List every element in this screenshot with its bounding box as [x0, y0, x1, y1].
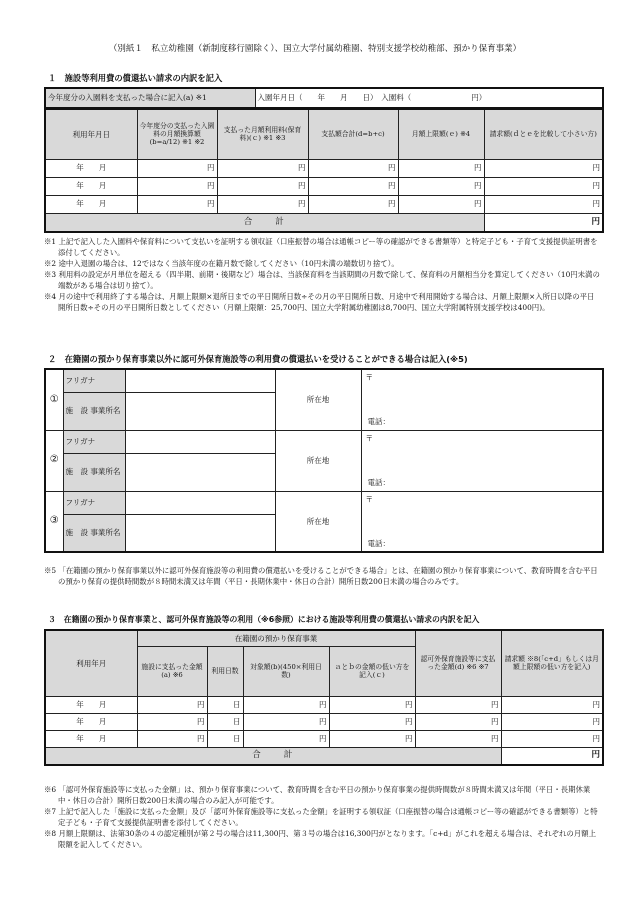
postal-mark: 〒 [365, 494, 373, 504]
facility-label: 施 設 事業所名 [63, 453, 125, 491]
section3-title: ３ 在籍園の預かり保育事業と、認可外保育施設等の利用（※6参照）における施設等利用費の償還払い請求の内訳を記入 [48, 615, 480, 624]
col-c: 支払った月額利用料(保育料)(ｃ) ※1 ※3 [217, 109, 308, 159]
amount-cell[interactable]: 円 [137, 730, 207, 747]
amount-cell[interactable]: 円 [484, 159, 603, 177]
amount-cell[interactable]: 円 [415, 713, 501, 730]
days-cell[interactable]: 日 [207, 696, 243, 713]
amount-cell[interactable]: 円 [398, 177, 484, 195]
section3-table [44, 629, 604, 766]
amount-cell[interactable]: 円 [329, 696, 415, 713]
address-label: 所在地 [275, 430, 361, 491]
amount-cell[interactable]: 円 [329, 730, 415, 747]
facility-field[interactable] [125, 514, 275, 552]
col-month: 利用年月 [45, 630, 137, 696]
section1-entry-table [44, 87, 604, 109]
furigana-field[interactable] [125, 369, 275, 392]
amount-cell[interactable]: 円 [137, 713, 207, 730]
month-cell[interactable]: 年 月 [45, 730, 137, 747]
document-header: （別紙１ 私立幼稚園（新制度移行園除く）、国立大学付属幼稚園、特別支援学校幼稚部、預かり保育事業） [108, 44, 522, 54]
days-cell[interactable]: 日 [207, 713, 243, 730]
amount-cell[interactable]: 円 [217, 177, 308, 195]
total-amount[interactable]: 円 [501, 747, 603, 765]
amount-cell[interactable]: 円 [137, 696, 207, 713]
section2-notes [44, 565, 600, 587]
col-b: 今年度分の支払った入園料の月額換算額(b=a/12) ※1 ※2 [137, 109, 217, 159]
note-6: ※6 「認可外保育施設等に支払った金額」は、預かり保育事業について、教育時間を含む平日の預かり保育事業の提供時間数が８時間未満又は年間（平日・長期休業中・休日の合計）開所日数200日未満の場合のみ記入が可能です。 [44, 785, 591, 805]
col-c: ａとｂの金額の低い方を記入(ｃ) [329, 646, 415, 696]
table-row [45, 159, 603, 177]
table-row [45, 713, 603, 730]
entry-label: 今年度分の入園料を支払った場合に記入(a) ※1 [45, 88, 255, 108]
note-3: ※3 利用料の設定が月単位を超える（四半期、前期・後期など）場合は、当該保育料を当該期間の月数で除して、保育料の月額相当分を算定してください（10円未満の端数がある場合は切り捨て）。 [44, 270, 600, 290]
col-d: 認可外保育施設等に支払った金額(d) ※6 ※7 [415, 630, 501, 696]
amount-cell[interactable]: 円 [308, 177, 398, 195]
address-field[interactable] [361, 491, 603, 552]
section2-table [44, 368, 604, 553]
facility-label: 施 設 事業所名 [63, 392, 125, 430]
total-amount[interactable]: 円 [484, 213, 603, 232]
amount-cell[interactable]: 円 [308, 195, 398, 213]
table-row [45, 730, 603, 747]
address-label: 所在地 [275, 491, 361, 552]
phone-label: 電話： [367, 417, 390, 427]
section1-title: １ 施設等利用費の償還払い請求の内訳を記入 [48, 73, 223, 83]
amount-cell[interactable]: 円 [398, 195, 484, 213]
group-header: 在籍園の預かり保育事業 [137, 630, 415, 646]
amount-cell[interactable]: 円 [243, 696, 329, 713]
furigana-label: フリガナ [63, 430, 125, 453]
entry-date-field[interactable]: 入園年月日（ 年 月 日） 入園料（ 円） [255, 88, 603, 108]
days-cell[interactable]: 日 [207, 730, 243, 747]
col-a: 施設に支払った金額(a) ※6 [137, 646, 207, 696]
col-request: 請求額 ※8(「c+d」もしくは月額上限額の低い方を記入) [501, 630, 603, 696]
amount-cell[interactable]: 円 [137, 195, 217, 213]
amount-cell[interactable]: 円 [243, 730, 329, 747]
amount-cell[interactable]: 円 [217, 159, 308, 177]
facility-label: 施 設 事業所名 [63, 514, 125, 552]
note-5: ※5 「在籍園の預かり保育事業以外に認可外保育施設等の利用費の償還払いを受けることができる場合」とは、在籍園の預かり保育事業について、教育時間を含む平日の預かり保育の提供時間数が８時間未満又は年間（平日・長期休業中・休日の合計）開所日数200日未満の場合のみです。 [44, 566, 598, 586]
col-days: 利用日数 [207, 646, 243, 696]
month-cell[interactable]: 年 月 [45, 696, 137, 713]
col-e: 月額上限額(ｅ) ※4 [398, 109, 484, 159]
amount-cell[interactable]: 円 [137, 159, 217, 177]
table-row [45, 195, 603, 213]
amount-cell[interactable]: 円 [217, 195, 308, 213]
section3-notes [44, 784, 600, 850]
address-field[interactable] [361, 430, 603, 491]
amount-cell[interactable]: 円 [484, 195, 603, 213]
table-row [45, 696, 603, 713]
month-cell[interactable]: 年 月 [45, 713, 137, 730]
table-row [45, 177, 603, 195]
note-2: ※2 途中入退園の場合は、12ではなく当該年度の在籍月数で除してください（10円未満の端数切り捨て）。 [44, 259, 399, 268]
amount-cell[interactable]: 円 [484, 177, 603, 195]
month-cell[interactable]: 年 月 [45, 159, 137, 177]
note-4: ※4 月の途中で利用終了する場合は、月額上限額×退所日までの平日開所日数÷その月の平日開所日数、月途中で利用開始する場合は、月額上限額×入所日以降の平日開所日数÷その月の平日開所日数としてください（月額上限額：25,700円、国立大学附属幼稚園は8,700円、国立大学附属特別支援学校は400円)。 [44, 292, 595, 312]
furigana-field[interactable] [125, 430, 275, 453]
phone-label: 電話： [367, 478, 390, 488]
address-label: 所在地 [275, 369, 361, 430]
section1-notes [44, 236, 600, 313]
postal-mark: 〒 [365, 433, 373, 443]
amount-cell[interactable]: 円 [501, 696, 603, 713]
note-8: ※8 月額上限額は、法第30条の４の認定種別が第２号の場合は11,300円、第３号の場合は16,300円がとなります。「c+d」がこれを超える場合は、それぞれの月額上限額を記入してください。 [44, 829, 596, 849]
address-field[interactable] [361, 369, 603, 430]
amount-cell[interactable]: 円 [137, 177, 217, 195]
furigana-field[interactable] [125, 491, 275, 514]
amount-cell[interactable]: 円 [415, 730, 501, 747]
total-label: 合 計 [45, 213, 484, 232]
amount-cell[interactable]: 円 [501, 730, 603, 747]
total-label: 合 計 [45, 747, 501, 765]
col-d: 支払額合計(d=b+c) [308, 109, 398, 159]
furigana-label: フリガナ [63, 369, 125, 392]
facility-number-3: ③ [45, 491, 63, 552]
postal-mark: 〒 [365, 373, 373, 382]
month-cell[interactable]: 年 月 [45, 195, 137, 213]
facility-number-2: ② [45, 430, 63, 491]
facility-field[interactable] [125, 453, 275, 491]
amount-cell[interactable]: 円 [501, 713, 603, 730]
month-cell[interactable]: 年 月 [45, 177, 137, 195]
facility-number-1: ① [45, 369, 63, 430]
amount-cell[interactable]: 円 [415, 696, 501, 713]
amount-cell[interactable]: 円 [329, 713, 415, 730]
amount-cell[interactable]: 円 [243, 713, 329, 730]
furigana-label: フリガナ [63, 491, 125, 514]
note-1: ※1 上記で記入した入園料や保育料について支払いを証明する領収証（口座振替の場合は通帳コピー等の確認ができる書類等）と特定子ども・子育て支援提供証明書を添付してください。 [44, 237, 598, 257]
col-month: 利用年月日 [45, 109, 137, 159]
col-request: 請求額(ｄとｅを比較して小さい方) [484, 109, 603, 159]
section1-table [44, 108, 604, 233]
amount-cell[interactable]: 円 [398, 159, 484, 177]
phone-label: 電話： [367, 538, 390, 548]
amount-cell[interactable]: 円 [308, 159, 398, 177]
facility-field[interactable] [125, 392, 275, 430]
section2-title: ２ 在籍園の預かり保育事業以外に認可外保育施設等の利用費の償還払いを受けることができる場合は記入(※5) [48, 354, 468, 364]
note-7: ※7 上記で記入した「施設に支払った金額」及び「認可外保育施設等に支払った金額」を証明する領収証（口座振替の場合は通帳コピー等の確認ができる書類等）と特定子ども・子育て支援提供証明書を添付してください。 [44, 807, 598, 827]
col-b: 対象額(b)(450×利用日数) [243, 646, 329, 696]
